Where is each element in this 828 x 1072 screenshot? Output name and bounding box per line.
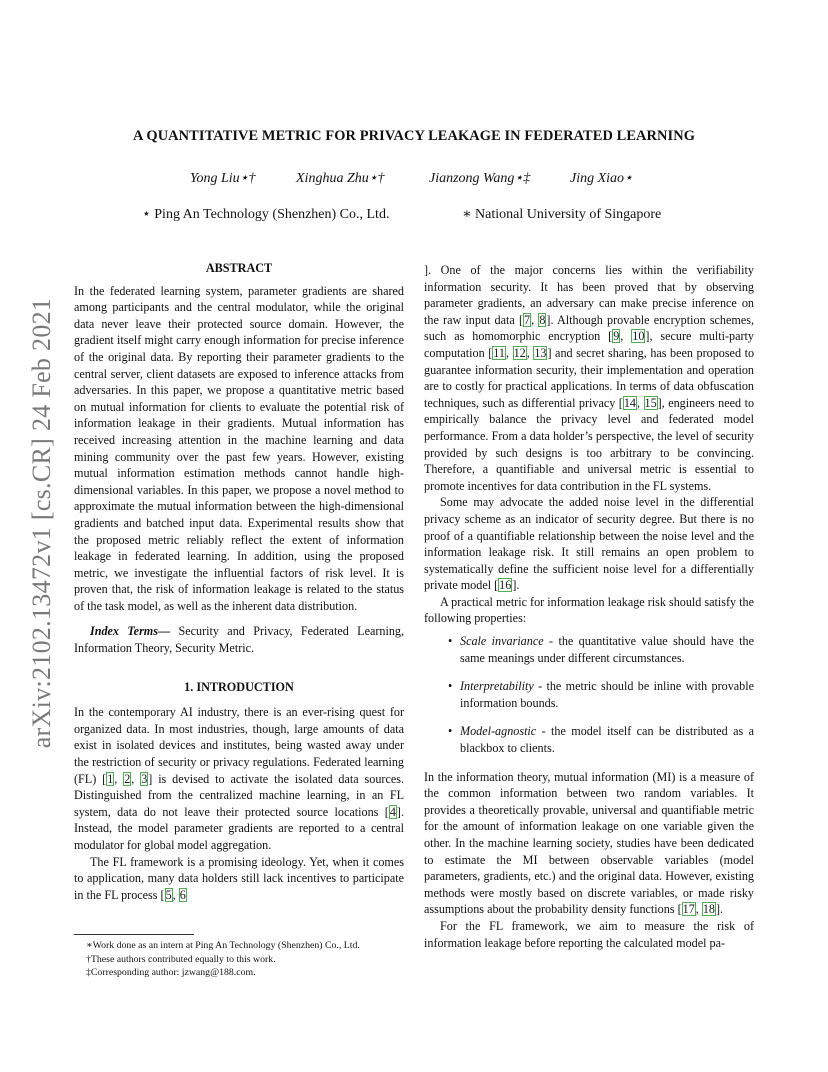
right-column: [424, 262, 754, 951]
footnotes: [74, 934, 404, 980]
citation-link[interactable]: 2: [124, 771, 131, 786]
introduction-heading: 1. INTRODUCTION: [184, 679, 294, 694]
footnote-2: †These authors contributed equally to this work.: [86, 953, 276, 965]
intro-paragraph-4: A practical metric for information leakage risk should satisfy the following properties:: [424, 594, 754, 626]
citation-link[interactable]: 17: [682, 902, 695, 917]
abstract-text: In the federated learning system, parameter gradients are shared among participants and the central modulator, while the original data never leave their protected source domain. However, the gradient itself might carry enough information for precise inference of the original data. By reporting their parameter gradients to the central server, client datasets are exposed to inference attacks from adversaries. In this paper, we propose a quantitative metric based on mutual information for clients to evaluate the potential risk of information leakage in their gradients. Mutual information has received increasing attention in the machine learning and data mining community over the past few years. However, existing mutual information estimation methods cannot handle high-dimensional variables. In this paper, we propose a novel method to approximate the mutual information between the high-dimensional gradients and batched input data. Experimental results show that the proposed metric reliably reflect the extent of information leakage in federated learning. In addition, using the proposed metric, we investigate the influential factors of risk level. It is proven that, the risk of information leakage is related to the status of the task model, as well as the inherent data distribution.: [74, 283, 404, 613]
author-4: Jing Xiao⋆: [570, 171, 633, 186]
footnote-rule: [74, 934, 194, 935]
affiliation-1: ⋆ Ping An Technology (Shenzhen) Co., Ltd.: [142, 207, 390, 222]
paper-title: A QUANTITATIVE METRIC FOR PRIVACY LEAKAGE IN FEDERATED LEARNING: [133, 128, 695, 144]
intro-paragraph-1: In the contemporary AI industry, there is an ever-rising quest for organized data. In most industries, though, large amounts of data exist in isolated devices and institutes, being wasted away under the restriction of security or privacy regulations. Federated learning (FL) [1, 2, 3] is devised to activate the isolated data sources. Distinguished from the centralized machine learning, in an FL system, data do not leave their protected source locations [4]. Instead, the model parameter gradients are reported to a central modulator for global model aggregation.: [74, 705, 404, 852]
citation-link[interactable]: 15: [644, 395, 657, 410]
citation-link[interactable]: 13: [534, 345, 547, 360]
footnote-1: ∗Work done as an intern at Ping An Technology (Shenzhen) Co., Ltd.: [86, 940, 360, 951]
citation-link[interactable]: 12: [513, 345, 526, 360]
citation-link[interactable]: 18: [702, 902, 715, 917]
author-1: Yong Liu⋆†: [190, 171, 256, 186]
property-list: [424, 633, 754, 757]
citation-link[interactable]: 8: [539, 312, 546, 327]
intro-paragraph-2-cont: ]. One of the major concerns lies within the verifiability information security. It has been proved that by observing parameter gradients, an adversary can make precise inference on the raw input data [7, 8]. Although provable encryption schemes, such as homomorphic encryption [9, 10], secure multi-party computation [11, 12, 13] and secret sharing, has been proposed to guarantee information security, their implementation and operation are to costly for practical applications. In terms of data obfuscation techniques, such as differential privacy [14, 15], engineers need to empirically balance the privacy level and federated model performance. From a data holder’s perspective, the level of security provided by such designs is too arbitrary to be convincing. Therefore, a quantifiable and universal metric is essential to promote incentives for data contribution in the FL systems.: [424, 263, 755, 493]
citation-link[interactable]: 4: [389, 804, 396, 819]
author-2: Xinghua Zhu⋆†: [296, 171, 385, 186]
citation-link[interactable]: 16: [499, 578, 512, 593]
intro-paragraph-2: The FL framework is a promising ideology. Yet, when it comes to application, many data holders still lack incentives to participate in the FL process [5, 6: [74, 854, 404, 902]
intro-paragraph-5: In the information theory, mutual information (MI) is a measure of the common information between two random variables. It provides a theoretically provable, universal and quantifiable metric for the amount of information leakage on one variable given the other. In the machine learning society, studies have been dedicated to estimate the MI between observable variables (model parameters, gradients, etc.) and the original data. However, existing methods were mostly based on discrete variables, or made risky assumptions about the probability density functions [17, 18].: [424, 769, 754, 917]
index-terms-text: Security and Privacy, Federated Learning, Information Theory, Security Metric.: [74, 624, 405, 656]
index-terms: [74, 623, 404, 656]
list-item: • Model-agnostic - the model itself can be distributed as a blackbox to clients.: [424, 723, 754, 756]
arxiv-identifier[interactable]: arXiv:2102.13472v1 [cs.CR] 24 Feb 2021: [27, 297, 56, 749]
footnote-3: ‡Corresponding author: jzwang@188.com.: [86, 967, 256, 979]
citation-link[interactable]: 6: [179, 887, 186, 902]
left-column: [74, 260, 404, 903]
arxiv-stamp: [22, 288, 62, 758]
citation-link[interactable]: 11: [493, 345, 505, 360]
list-item: • Interpretability - the metric should be inline with provable information bounds.: [424, 678, 754, 711]
citation-link[interactable]: 9: [613, 329, 620, 344]
citation-link[interactable]: 1: [107, 771, 114, 786]
abstract-heading: ABSTRACT: [205, 261, 273, 275]
intro-paragraph-3: Some may advocate the added noise level in the differential privacy scheme as an indicator of security degree. But there is no proof of a quantifiable relationship between the noise level and the information leakage risk. It still remains an open problem to systematically define the sufficient noise level for a differentially private model [16].: [424, 495, 754, 593]
intro-paragraph-6: For the FL framework, we aim to measure the risk of information leakage before reporting the calculated model pa-: [424, 918, 754, 950]
index-terms-label: Index Terms—: [90, 624, 171, 639]
citation-link[interactable]: 14: [623, 395, 636, 410]
list-item: • Scale invariance - the quantitative value should have the same meanings under different circumstances.: [424, 633, 754, 666]
citation-link[interactable]: 3: [141, 771, 148, 786]
affiliation-2: ∗ National University of Singapore: [462, 207, 662, 222]
citation-link[interactable]: 7: [524, 312, 531, 327]
citation-link[interactable]: 5: [165, 887, 172, 902]
citation-link[interactable]: 10: [632, 329, 645, 344]
author-3: Jianzong Wang⋆‡: [429, 171, 531, 186]
